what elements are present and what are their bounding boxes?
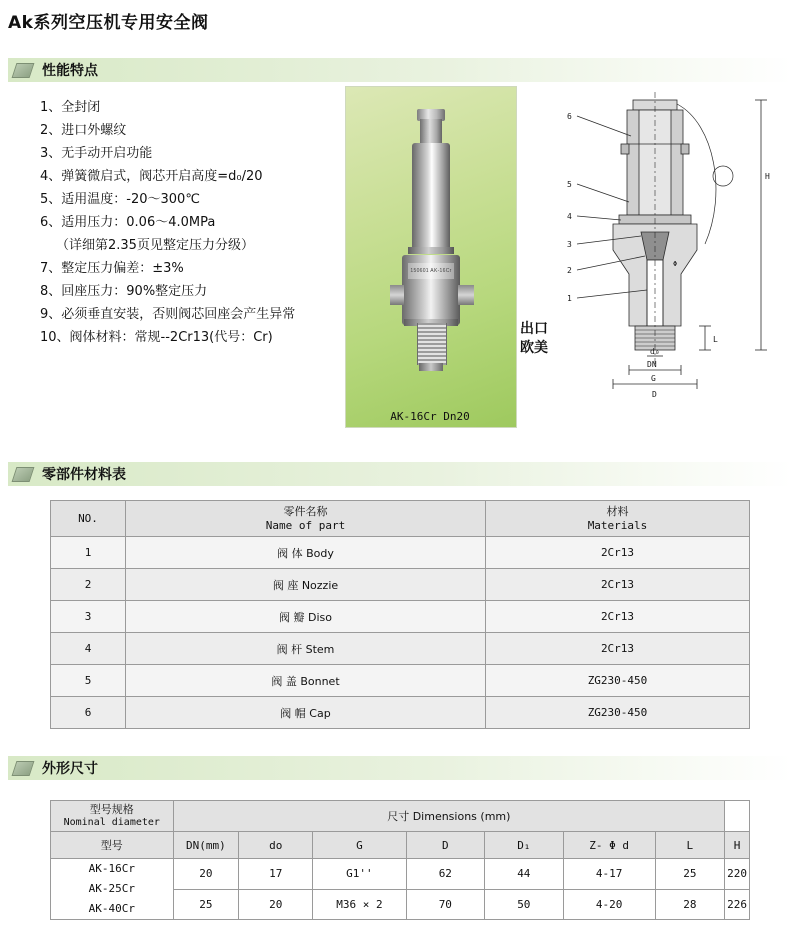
- cell-zphid: 4-20: [563, 889, 655, 920]
- cell-do: 17: [239, 859, 313, 890]
- header-part-name: [126, 501, 486, 537]
- model-1: AK-16Cr: [88, 862, 135, 875]
- cell-no: 6: [51, 697, 126, 729]
- cell-h: 226: [725, 889, 750, 920]
- cell-part-name: 阀 杆 Stem: [126, 633, 486, 665]
- drawing-dim-h: H: [765, 172, 770, 181]
- valve-bonnet: [412, 143, 450, 248]
- cell-dn: 25: [173, 889, 239, 920]
- product-photo: [345, 86, 517, 428]
- list-item: 6、适用压力：0.06～4.0MPa: [40, 215, 216, 230]
- valve-body: [402, 255, 460, 325]
- model-2: AK-25Cr: [88, 882, 135, 895]
- drawing-dim-l: L: [713, 335, 718, 344]
- header-nominal-cn: 型号规格: [89, 803, 134, 816]
- header-no: NO.: [51, 501, 126, 537]
- list-item: 1、全封闭: [40, 100, 101, 115]
- cell-zphid: 4-17: [563, 859, 655, 890]
- header-g: G: [313, 832, 406, 859]
- cell-g: G1'': [313, 859, 406, 890]
- header-part-name-en: Name of part: [265, 518, 346, 532]
- valve-illustration: [386, 109, 476, 389]
- cell-l: 28: [655, 889, 725, 920]
- table-row: [51, 859, 750, 890]
- export-label-line2: 欧美: [520, 340, 548, 356]
- drawing-callout-2: 2: [567, 266, 572, 275]
- drawing-dim-g: G: [651, 374, 656, 383]
- drawing-dim-dn: DN: [647, 360, 657, 369]
- cell-material: 2Cr13: [486, 633, 750, 665]
- list-item: 8、回座压力：90%整定压力: [40, 284, 208, 299]
- cell-part-name: 阀 体 Body: [126, 537, 486, 569]
- list-item: 3、无手动开启功能: [40, 146, 153, 161]
- header-zphid: Z- Φ d: [563, 832, 655, 859]
- cell-material: ZG230-450: [486, 697, 750, 729]
- photo-caption: AK-16Cr Dn20: [390, 410, 470, 423]
- technical-drawing: [555, 84, 795, 444]
- header-nominal: [51, 801, 174, 832]
- section-marker-icon: [12, 467, 35, 482]
- valve-stem-top: [420, 119, 442, 145]
- export-label-line1: 出口: [520, 321, 548, 337]
- table-row: [51, 569, 750, 601]
- drawing-callout-4: 4: [567, 212, 572, 221]
- table-row: [51, 665, 750, 697]
- cell-d: 62: [406, 859, 485, 890]
- section-title-parts: 零部件材料表: [42, 467, 126, 483]
- cell-d1: 50: [485, 889, 564, 920]
- table-header-row-1: [51, 801, 750, 832]
- table-row: [51, 697, 750, 729]
- header-do: do: [239, 832, 313, 859]
- header-material-cn: 材料: [606, 504, 629, 518]
- cell-no: 1: [51, 537, 126, 569]
- header-l: L: [655, 832, 725, 859]
- section-marker-icon: [12, 761, 35, 776]
- table-row: [51, 601, 750, 633]
- valve-tip: [419, 363, 443, 371]
- valve-thread: [417, 323, 447, 365]
- header-h: H: [725, 832, 750, 859]
- list-item: 10、阀体材料：常规--2Cr13(代号：Cr): [40, 330, 273, 345]
- cell-d: 70: [406, 889, 485, 920]
- section-header-features: [8, 58, 792, 82]
- header-material: [486, 501, 750, 537]
- drawing-dim-d0: d₀: [650, 347, 660, 356]
- cell-part-name: 阀 瓣 Diso: [126, 601, 486, 633]
- drawing-dim-phi: Φ: [673, 260, 678, 268]
- drawing-dim-d: D: [652, 390, 657, 399]
- header-part-name-cn: 零件名称: [283, 504, 328, 518]
- header-dimensions-group: 尺寸 Dimensions (mm): [173, 801, 725, 832]
- cell-material: 2Cr13: [486, 537, 750, 569]
- header-material-en: Materials: [587, 518, 648, 532]
- drawing-callout-1: 1: [567, 294, 572, 303]
- table-row: [51, 633, 750, 665]
- dimensions-table: [50, 800, 750, 920]
- features-list: [40, 96, 340, 349]
- cell-no: 4: [51, 633, 126, 665]
- export-market-label: [520, 320, 548, 358]
- header-nominal-en: Nominal diameter: [63, 817, 160, 828]
- cell-l: 25: [655, 859, 725, 890]
- list-item: 7、整定压力偏差：±3%: [40, 261, 184, 276]
- list-item: 9、必须垂直安装，否则阀芯回座会产生异常: [40, 307, 296, 322]
- cell-no: 5: [51, 665, 126, 697]
- header-dn: DN(mm): [173, 832, 239, 859]
- cell-no: 3: [51, 601, 126, 633]
- cell-part-name: 阀 帽 Cap: [126, 697, 486, 729]
- parts-material-table: [50, 500, 750, 729]
- list-item: 4、弹簧微启式，阀芯开启高度=d₀/20: [40, 169, 263, 184]
- valve-body-label: 150601 AK-16Cr: [408, 263, 454, 279]
- cell-models: [51, 859, 174, 920]
- header-model: 型号: [51, 832, 174, 859]
- table-header-row-2: [51, 832, 750, 859]
- valve-side-port-left: [390, 285, 404, 305]
- drawing-callout-3: 3: [567, 240, 572, 249]
- cell-d1: 44: [485, 859, 564, 890]
- cell-dn: 20: [173, 859, 239, 890]
- valve-ring-upper: [408, 247, 454, 254]
- cell-material: ZG230-450: [486, 665, 750, 697]
- section-marker-icon: [12, 63, 35, 78]
- list-item: 2、进口外螺纹: [40, 123, 127, 138]
- cell-no: 2: [51, 569, 126, 601]
- cell-part-name: 阀 盖 Bonnet: [126, 665, 486, 697]
- section-header-dimensions: [8, 756, 792, 780]
- page-title: Ak系列空压机专用安全阀: [8, 13, 209, 33]
- section-title-features: 性能特点: [42, 63, 98, 79]
- table-row: [51, 537, 750, 569]
- cell-do: 20: [239, 889, 313, 920]
- section-header-parts: [8, 462, 792, 486]
- cell-g: M36 × 2: [313, 889, 406, 920]
- model-3: AK-40Cr: [88, 902, 135, 915]
- header-d1: D₁: [485, 832, 564, 859]
- drawing-callout-5: 5: [567, 180, 572, 189]
- list-item: （详细第2.35页见整定压力分级）: [56, 238, 254, 253]
- list-item: 5、适用温度：-20～300℃: [40, 192, 200, 207]
- cell-part-name: 阀 座 Nozzie: [126, 569, 486, 601]
- cell-h: 220: [725, 859, 750, 890]
- header-d: D: [406, 832, 485, 859]
- drawing-svg: [555, 84, 795, 444]
- table-header-row: [51, 501, 750, 537]
- cell-material: 2Cr13: [486, 569, 750, 601]
- cell-material: 2Cr13: [486, 601, 750, 633]
- drawing-callout-6: 6: [567, 112, 572, 121]
- valve-side-port-right: [458, 285, 474, 305]
- section-title-dimensions: 外形尺寸: [42, 761, 98, 777]
